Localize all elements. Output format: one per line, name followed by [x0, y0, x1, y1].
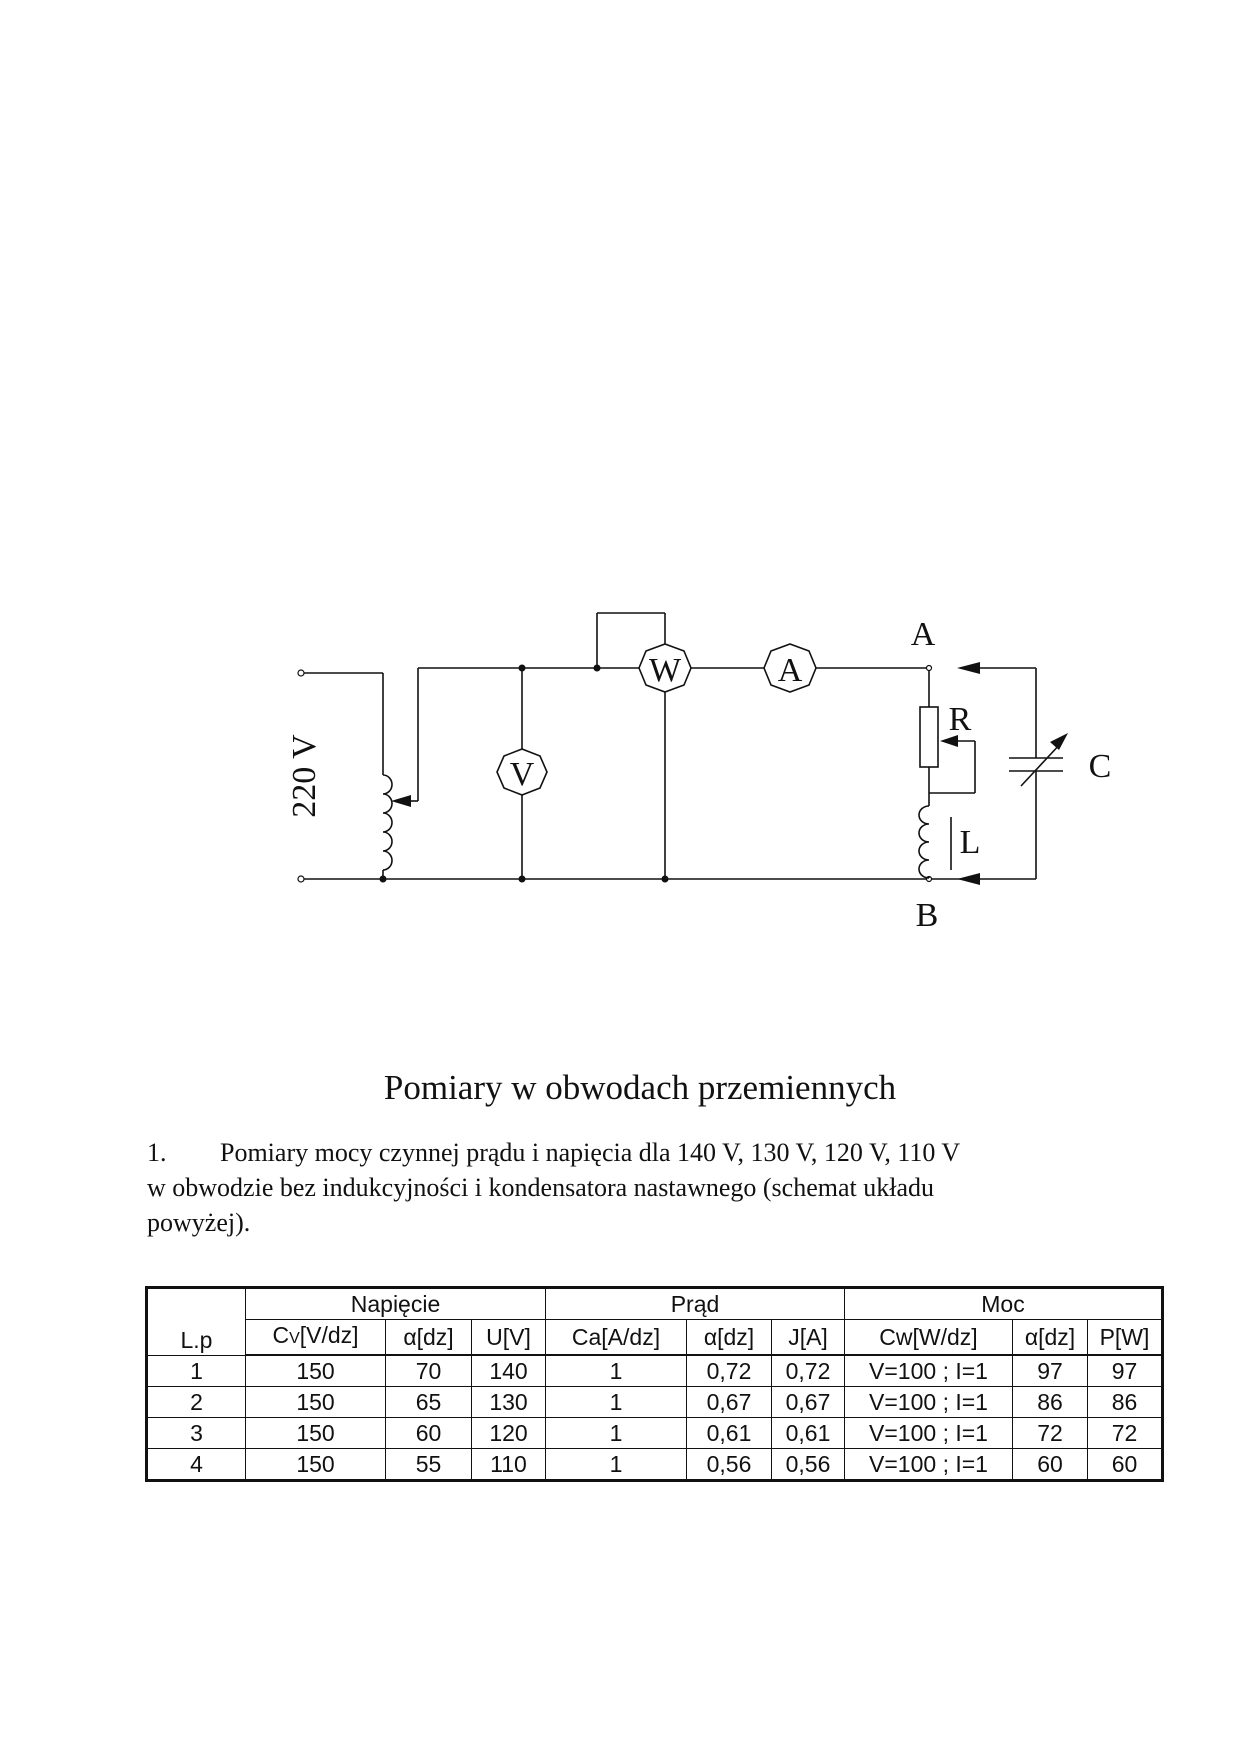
table-cell: 0,72 — [687, 1355, 772, 1387]
table-cell: 1 — [546, 1449, 687, 1481]
col-header: α[dz] — [386, 1320, 472, 1356]
task-text-line2: w obwodzie bez indukcyjności i kondensatora nastawnego (schemat układu — [147, 1173, 934, 1202]
table-row — [147, 1449, 1163, 1481]
table-cell: 3 — [147, 1418, 246, 1449]
capacitor-label: C — [1088, 748, 1112, 785]
voltmeter-label: V — [509, 756, 535, 793]
junction-dot — [380, 876, 387, 883]
col-header: Cw[W/dz] — [845, 1320, 1013, 1356]
node-a-label: A — [910, 616, 936, 653]
junction-dot — [662, 876, 669, 883]
source-voltage-label: 220 V — [286, 734, 323, 818]
col-header: α[dz] — [1013, 1320, 1088, 1356]
inductor-coil — [919, 806, 929, 878]
table-cell: 150 — [246, 1387, 386, 1418]
resistor-symbol — [920, 707, 938, 767]
table-cell: 0,67 — [687, 1387, 772, 1418]
table-cell: 1 — [546, 1387, 687, 1418]
node-a-terminal — [927, 666, 932, 671]
table-cell: 72 — [1088, 1418, 1163, 1449]
table-cell: 0,56 — [772, 1449, 845, 1481]
node-b-label: B — [915, 897, 939, 934]
col-header: Ca[A/dz] — [546, 1320, 687, 1356]
table-cell: 140 — [472, 1355, 546, 1387]
capacitor-variable-arrow-head — [1050, 733, 1068, 750]
task-text-line3: powyżej). — [147, 1208, 251, 1237]
table-cell: 72 — [1013, 1418, 1088, 1449]
autotransformer-coil — [383, 775, 392, 870]
lp-header: L.p — [180, 1326, 213, 1353]
table-cell: 130 — [472, 1387, 546, 1418]
table-row — [147, 1387, 1163, 1418]
source-terminal-top — [298, 670, 304, 676]
col-header: CV[V/dz] — [246, 1320, 386, 1356]
table-cell: 1 — [546, 1355, 687, 1387]
source-terminal-bottom — [298, 876, 304, 882]
table-cell: 0,61 — [687, 1418, 772, 1449]
table-cell: 1 — [546, 1418, 687, 1449]
table-cell: 60 — [386, 1418, 472, 1449]
page-title: Pomiary w obwodach przemiennych — [383, 1068, 897, 1107]
table-cell: 70 — [386, 1355, 472, 1387]
measurement-table — [145, 1286, 1164, 1482]
col-header: U[V] — [472, 1320, 546, 1356]
table-cell: 150 — [246, 1449, 386, 1481]
capacitor-variable-arrow-shaft — [1021, 742, 1062, 786]
table-cell: 110 — [472, 1449, 546, 1481]
task-paragraph — [147, 1135, 1087, 1240]
inductor-label: L — [959, 824, 981, 861]
table-cell: 0,56 — [687, 1449, 772, 1481]
table-cell: 0,67 — [772, 1387, 845, 1418]
col-header: P[W] — [1088, 1320, 1163, 1356]
task-number: 1. — [147, 1138, 167, 1167]
junction-dot — [519, 876, 526, 883]
table-cell: 65 — [386, 1387, 472, 1418]
table-cell: V=100 ; I=1 — [845, 1418, 1013, 1449]
task-text-line1: Pomiary mocy czynnej prądu i napięcia dla 140 V, 130 V, 120 V, 110 V — [220, 1138, 961, 1167]
table-cell: 97 — [1013, 1355, 1088, 1387]
autotransformer-slider-arrow — [391, 795, 411, 807]
lp-header-cell — [147, 1288, 246, 1356]
table-cell: 86 — [1013, 1387, 1088, 1418]
table-cell: 150 — [246, 1355, 386, 1387]
table-cell: 150 — [246, 1418, 386, 1449]
group-header-voltage: Napięcie — [246, 1288, 546, 1320]
table-cell: 2 — [147, 1387, 246, 1418]
col-header: J[A] — [772, 1320, 845, 1356]
node-b-arrow — [957, 873, 980, 885]
col-header: α[dz] — [687, 1320, 772, 1356]
table-cell: 55 — [386, 1449, 472, 1481]
table-cell: V=100 ; I=1 — [845, 1449, 1013, 1481]
table-cell: 1 — [147, 1355, 246, 1387]
table-cell: 60 — [1088, 1449, 1163, 1481]
group-header-current: Prąd — [546, 1288, 845, 1320]
junction-dot — [519, 665, 526, 672]
table-cell: 97 — [1088, 1355, 1163, 1387]
table-cell: 0,72 — [772, 1355, 845, 1387]
resistor-label: R — [948, 701, 972, 738]
wattmeter-label: W — [648, 652, 682, 689]
table-cell: 0,61 — [772, 1418, 845, 1449]
table-cell: 86 — [1088, 1387, 1163, 1418]
table-row — [147, 1355, 1163, 1387]
table-cell: 120 — [472, 1418, 546, 1449]
table-cell: 4 — [147, 1449, 246, 1481]
table-cell: 60 — [1013, 1449, 1088, 1481]
table-row — [147, 1418, 1163, 1449]
table-cell: V=100 ; I=1 — [845, 1355, 1013, 1387]
table-cell: V=100 ; I=1 — [845, 1387, 1013, 1418]
group-header-power: Moc — [845, 1288, 1163, 1320]
ammeter-label: A — [777, 652, 803, 689]
node-a-arrow — [957, 662, 980, 674]
